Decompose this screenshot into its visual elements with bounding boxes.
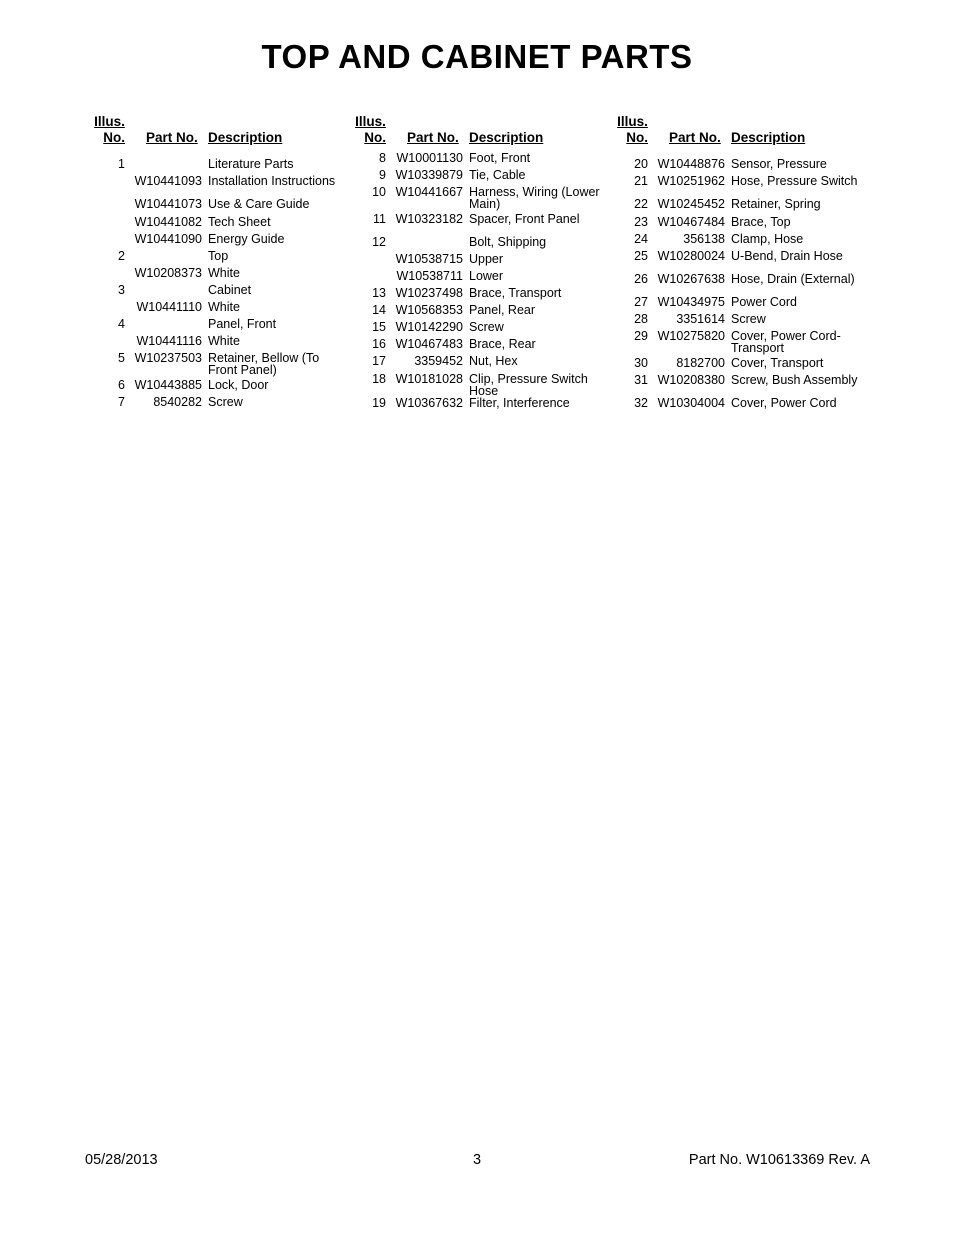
illus-no: 13 — [372, 286, 386, 300]
illus-no: 28 — [634, 312, 648, 326]
part-no: W10367632 — [395, 396, 463, 410]
part-no: W10538715 — [395, 252, 463, 266]
part-no-header: Part No. — [146, 130, 198, 145]
description: White — [208, 334, 240, 348]
description: Power Cord — [731, 295, 797, 309]
illus-no: 27 — [634, 295, 648, 309]
page-title: TOP AND CABINET PARTS — [261, 38, 693, 75]
description: Use & Care Guide — [208, 197, 310, 211]
illus-no: 3 — [118, 283, 125, 297]
illus-no: 14 — [372, 303, 386, 317]
part-no: W10441093 — [134, 174, 202, 188]
description: Panel, Rear — [469, 303, 536, 317]
part-no: 356138 — [683, 232, 725, 246]
description-header: Description — [208, 130, 283, 145]
description: Cover, Power Cord-Transport — [731, 329, 841, 355]
description: Tech Sheet — [208, 215, 271, 229]
illus-no: 6 — [118, 378, 125, 392]
description: Tie, Cable — [469, 168, 526, 182]
illus-no: 12 — [372, 235, 386, 249]
description: Lock, Door — [208, 378, 269, 392]
illus-no: 9 — [379, 168, 386, 182]
part-no: W10280024 — [657, 249, 725, 263]
illus-header: Illus. — [617, 114, 648, 129]
illus-no: 26 — [634, 272, 648, 286]
part-no: W10441110 — [136, 300, 202, 314]
illus-no: 29 — [634, 329, 648, 343]
illus-no: 20 — [634, 157, 648, 171]
part-no: W10448876 — [657, 157, 725, 171]
illus-no: 22 — [634, 197, 648, 211]
part-no: W10001130 — [396, 151, 463, 165]
no-header: No. — [626, 130, 648, 145]
illus-no: 23 — [634, 215, 648, 229]
description-header: Description — [469, 130, 544, 145]
illus-no: 1 — [118, 157, 125, 171]
footer-page-number: 3 — [472, 1152, 482, 1168]
part-no: W10467483 — [395, 337, 463, 351]
part-no: W10434975 — [657, 295, 725, 309]
illus-no: 11 — [373, 212, 386, 226]
description: Brace, Rear — [469, 337, 536, 351]
description: Brace, Transport — [469, 286, 562, 300]
part-no: W10443885 — [134, 378, 202, 392]
part-no: W10568353 — [395, 303, 463, 317]
parts-column-3 — [617, 112, 867, 410]
illus-no: 4 — [118, 317, 125, 331]
description: Cabinet — [208, 283, 252, 297]
illus-no: 10 — [372, 185, 386, 199]
part-no: W10441073 — [134, 197, 202, 211]
description-header: Description — [731, 130, 806, 145]
illus-no: 2 — [118, 249, 125, 263]
part-no: 3359452 — [414, 354, 463, 368]
part-no-header: Part No. — [407, 130, 459, 145]
description: Screw — [469, 320, 504, 334]
part-no: W10467484 — [657, 215, 725, 229]
part-no: W10237503 — [134, 351, 202, 365]
description: Top — [208, 249, 229, 263]
part-no: W10245452 — [657, 197, 725, 211]
part-no: W10181028 — [395, 372, 463, 386]
description: Installation Instructions — [208, 174, 336, 188]
description: Clip, Pressure Switch Hose — [469, 372, 588, 398]
illus-no: 8 — [379, 151, 386, 165]
column-header — [355, 112, 610, 150]
part-no: W10208380 — [657, 373, 725, 387]
part-no: W10275820 — [657, 329, 725, 343]
description: Cover, Transport — [731, 356, 824, 370]
illus-no: 19 — [372, 396, 386, 410]
description: Bolt, Shipping — [469, 235, 547, 249]
description: Sensor, Pressure — [731, 157, 827, 171]
illus-header: Illus. — [94, 114, 125, 129]
illus-no: 32 — [634, 396, 648, 410]
part-no-header: Part No. — [669, 130, 721, 145]
description: Retainer, Bellow (To Front Panel) — [208, 351, 320, 377]
illus-no: 30 — [634, 356, 648, 370]
description: Screw, Bush Assembly — [731, 373, 858, 387]
illus-no: 15 — [372, 320, 386, 334]
part-no: W10142290 — [395, 320, 463, 334]
description: Literature Parts — [208, 157, 294, 171]
part-no: W10251962 — [657, 174, 725, 188]
description: White — [208, 266, 240, 280]
illus-no: 18 — [372, 372, 386, 386]
column-header — [617, 112, 867, 150]
description: Retainer, Spring — [731, 197, 821, 211]
part-no: 8182700 — [676, 356, 725, 370]
part-no: W10441116 — [136, 334, 202, 348]
description: Nut, Hex — [469, 354, 518, 368]
description: White — [208, 300, 240, 314]
parts-column-2 — [355, 112, 610, 410]
description: Harness, Wiring (Lower Main) — [469, 185, 600, 211]
illus-no: 25 — [634, 249, 648, 263]
part-no: W10538711 — [396, 269, 463, 283]
part-no: W10441667 — [395, 185, 463, 199]
description: Hose, Pressure Switch — [731, 174, 858, 188]
description: Lower — [469, 269, 504, 283]
no-header: No. — [103, 130, 125, 145]
illus-no: 21 — [634, 174, 648, 188]
illus-no: 5 — [118, 351, 125, 365]
part-no: W10208373 — [134, 266, 202, 280]
footer-date: 05/28/2013 — [85, 1152, 158, 1168]
illus-header: Illus. — [355, 114, 386, 129]
description: Panel, Front — [208, 317, 277, 331]
part-no: W10304004 — [657, 396, 725, 410]
part-no: W10339879 — [395, 168, 463, 182]
description: Cover, Power Cord — [731, 396, 837, 410]
parts-column-1 — [94, 112, 344, 409]
part-no: W10441090 — [134, 232, 202, 246]
description: Clamp, Hose — [731, 232, 804, 246]
illus-no: 24 — [634, 232, 648, 246]
description: Brace, Top — [731, 215, 791, 229]
description: U-Bend, Drain Hose — [731, 249, 843, 263]
description: Screw — [731, 312, 766, 326]
part-no: W10441082 — [134, 215, 202, 229]
illus-no: 17 — [372, 354, 386, 368]
column-header — [94, 112, 344, 150]
part-no: W10267638 — [657, 272, 725, 286]
description: Spacer, Front Panel — [469, 212, 580, 226]
description: Energy Guide — [208, 232, 285, 246]
description: Screw — [208, 395, 243, 409]
illus-no: 7 — [118, 395, 125, 409]
part-no: 8540282 — [153, 395, 202, 409]
description: Hose, Drain (External) — [731, 272, 855, 286]
part-no: W10237498 — [395, 286, 463, 300]
no-header: No. — [364, 130, 386, 145]
part-no: 3351614 — [676, 312, 725, 326]
illus-no: 16 — [372, 337, 386, 351]
description: Filter, Interference — [469, 396, 570, 410]
illus-no: 31 — [634, 373, 648, 387]
footer-part-number: Part No. W10613369 Rev. A — [688, 1152, 870, 1168]
description: Upper — [469, 252, 504, 266]
description: Foot, Front — [469, 151, 531, 165]
part-no: W10323182 — [395, 212, 463, 226]
